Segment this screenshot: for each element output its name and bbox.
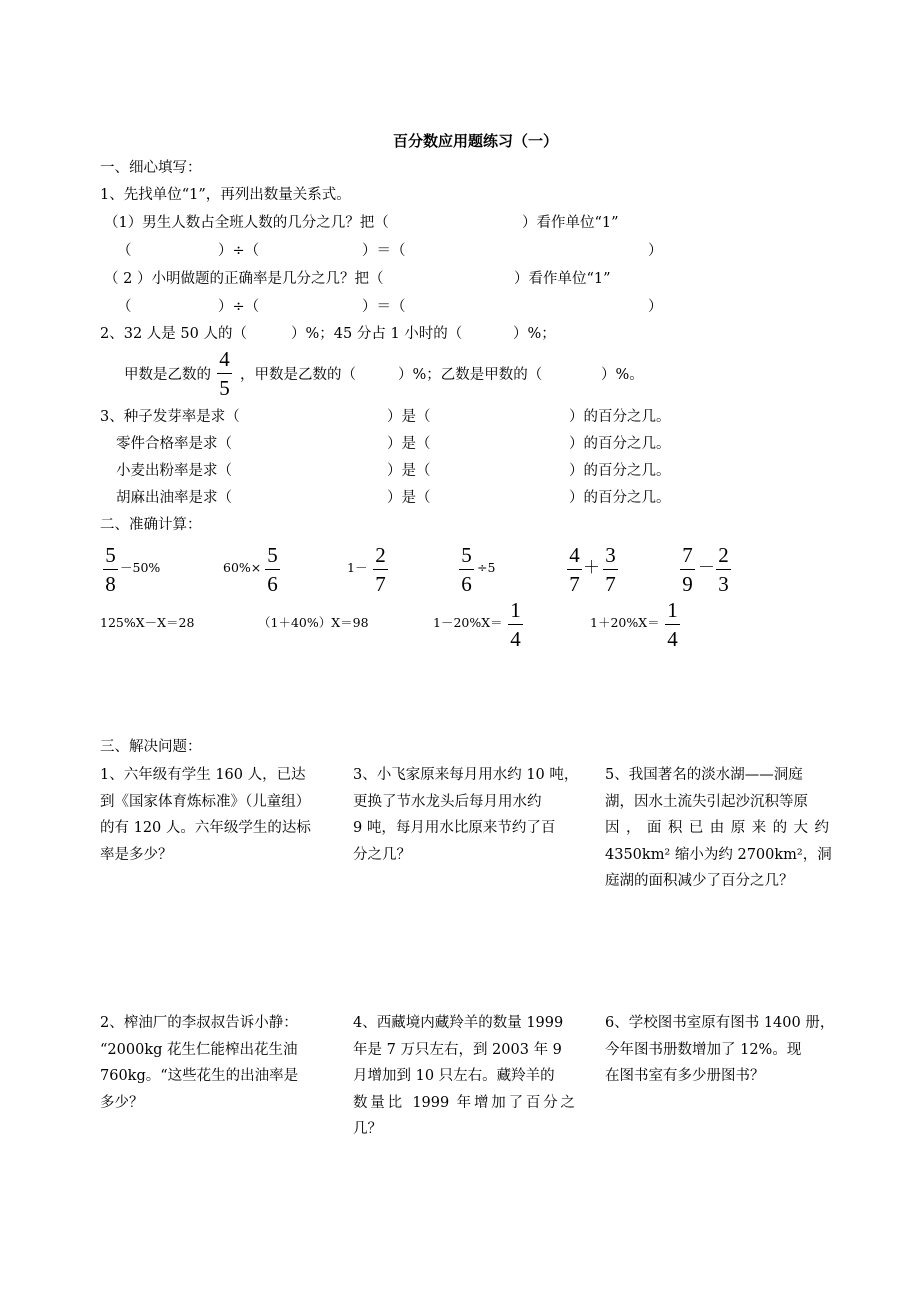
problem-5-line: 4350km² 缩小为约 2700km²，洞 [605,846,832,863]
calc-4-rest: ÷5 [477,560,496,575]
fraction-denominator: 7 [375,572,386,597]
q3-row-1-a: 3、种子发芽率是求（ [100,409,240,425]
problem-3-line: 3、小飞家原来每月用水约 10 吨， [353,767,579,783]
q1-p2-eq: ）＝（ [362,299,406,315]
section1-heading: 一、细心填写： [100,160,202,176]
problem-1 [100,762,322,868]
section2-heading: 二、准确计算： [100,517,202,533]
fraction-bar [680,569,695,570]
q3-row-4-a: 胡麻出油率是求（ [116,490,232,506]
q1-text: 1、先找单位“1”，再列出数量关系式。 [100,187,351,203]
calc-4-fraction [459,545,474,595]
q1-p1-unit: ）看作单位“1” [522,215,619,231]
q3-row-2-a: 零件合格率是求（ [116,436,232,452]
equation-1: 125%X－X＝28 [100,615,195,630]
fraction-numerator: 1 [510,598,521,622]
q2-line2-a: 甲数是乙数的 [124,367,211,383]
problem-5-line: 因，面积已由原来的大约 [605,820,829,836]
fraction-denominator: 6 [267,572,278,597]
q3-row-3-b: ）是（ [387,463,431,479]
q3-row-3-a: 小麦出粉率是求（ [116,463,232,479]
problem-5-line: 湖，因水土流失引起沙沉积等原 [605,793,808,810]
fraction-numerator: 3 [605,543,616,567]
fraction-bar [459,569,474,570]
problem-2-line: 多少？ [100,1094,144,1111]
calc-5-fraction-a [567,545,582,595]
q1-p1-eq: ）＝（ [362,243,406,259]
fraction-numerator: 4 [569,543,580,567]
fraction-numerator: 5 [105,543,116,567]
problem-1-line: 的有 120 人。六年级学生的达标 [100,820,311,836]
fraction-denominator: 6 [461,572,472,597]
fraction-numerator: 2 [718,543,729,567]
calc-6-fraction-a [680,545,695,595]
fraction-denominator: 3 [718,572,729,597]
q2-line2-b: ，甲数是乙数的（ [240,367,356,383]
fraction-numerator: 2 [375,543,386,567]
equation-4-fraction [665,600,680,650]
page-title: 百分数应用题练习（一） [393,132,559,150]
fraction-bar [103,569,118,570]
q3-row-4-b: ）是（ [387,490,431,506]
problem-2-line: 2、榨油厂的李叔叔告诉小静： [100,1015,298,1031]
calc-5-fraction-b [603,545,618,595]
q3-row-2-b: ）是（ [387,436,431,452]
equation-3-prefix: 1－20%X＝ [433,615,503,630]
fraction-denominator: 8 [105,572,116,597]
problem-1-line: 率是多少？ [100,846,173,863]
problem-4 [353,1010,575,1143]
problem-2-line: “2000kg 花生仁能榨出花生油 [100,1041,298,1058]
problem-3-line: 更换了节水龙头后每月用水约 [353,793,542,810]
calc-5-operator: ＋ [583,558,600,578]
fraction-bar [665,624,680,625]
q2-line2-d: ）%。 [601,367,644,383]
fraction-denominator: 9 [682,572,693,597]
q3-row-1-b: ）是（ [387,409,431,425]
fraction-bar [567,569,582,570]
fraction-bar [217,373,232,374]
problem-1-line: 到《国家体育炼标准》（儿童组） [100,793,311,810]
q1-p1-close: ） [648,243,663,259]
calc-6-operator: － [698,558,715,578]
problem-4-line: 月增加到 10 只左右。藏羚羊的 [353,1068,555,1084]
problem-6-line: 在图书室有多少册图书？ [605,1068,765,1084]
q3-row-3-c: ）的百分之几。 [569,463,671,479]
q2-line1-a: 2、32 人是 50 人的（ [100,326,247,342]
problem-2 [100,1010,330,1116]
q3-row-2-c: ）的百分之几。 [569,436,671,452]
q1-p2-prompt: （ 2 ）小明做题的正确率是几分之几？把（ [104,271,384,287]
q2-line1-b: ）%；45 分占 1 小时的（ [291,326,463,342]
calc-1-fraction [103,545,118,595]
q3-row-4-c: ）的百分之几。 [569,490,671,506]
calc-6-fraction-b [716,545,731,595]
problem-3-line: 分之几？ [353,846,411,863]
equation-3-fraction [508,600,523,650]
fraction-numerator: 7 [682,543,693,567]
fraction-denominator: 7 [569,572,580,597]
problem-4-line: 4、西藏境内藏羚羊的数量 1999 [353,1015,564,1031]
q1-p1-open: （ [117,243,132,259]
equation-4-prefix: 1＋20%X＝ [590,615,660,630]
q1-p1-prompt: （1）男生人数占全班人数的几分之几？把（ [104,215,389,231]
q1-p2-open: （ [117,299,132,315]
q1-p2-close: ） [648,299,663,315]
fraction-denominator: 4 [667,627,678,652]
fraction-numerator: 5 [461,543,472,567]
q1-p1-div: ）÷（ [218,243,260,259]
q1-p2-unit: ）看作单位“1” [514,271,611,287]
q2-line2-c: ）%；乙数是甲数的（ [398,367,543,383]
fraction-bar [373,569,388,570]
calc-2-prefix: 60%× [223,560,262,575]
problem-1-line: 1、六年级有学生 160 人，已达 [100,767,306,783]
q1-p2-div: ）÷（ [218,299,260,315]
calc-2-fraction [265,545,280,595]
problem-3 [353,762,577,868]
fraction-numerator: 5 [267,543,278,567]
fraction-bar [508,624,523,625]
fraction-numerator: 4 [219,347,230,371]
q2-line1-c: ）%； [513,326,556,342]
problem-6-line: 今年图书册数增加了 12%。现 [605,1041,802,1058]
equation-2: （1＋40%）X＝98 [258,615,369,630]
q3-row-1-c: ）的百分之几。 [569,409,671,425]
fraction-bar [265,569,280,570]
calc-1-rest: －50% [120,560,161,575]
fraction-denominator: 4 [510,627,521,652]
problem-5 [605,762,832,895]
problem-4-line: 数量比 1999 年增加了百分之 [353,1094,575,1111]
q2-fraction [217,349,232,399]
fraction-denominator: 7 [605,572,616,597]
problem-6-line: 6、学校图书室原有图书 1400 册， [605,1015,835,1031]
calc-3-fraction [373,545,388,595]
problem-3-line: 9 吨，每月用水比原来节约了百 [353,820,556,836]
fraction-bar [716,569,731,570]
calc-3-prefix: 1－ [347,560,368,575]
problem-5-line: 庭湖的面积减少了百分之几？ [605,873,794,889]
problem-5-line: 5、我国著名的淡水湖——洞庭 [605,767,803,783]
fraction-denominator: 5 [219,376,230,401]
fraction-numerator: 1 [667,598,678,622]
problem-6 [605,1010,837,1090]
problem-4-line: 年是 7 万只左右，到 2003 年 9 [353,1041,562,1058]
problem-2-line: 760kg。“这些花生的出油率是 [100,1068,299,1084]
section3-heading: 三、解决问题： [100,739,202,755]
problem-4-line: 几？ [353,1121,382,1137]
fraction-bar [603,569,618,570]
